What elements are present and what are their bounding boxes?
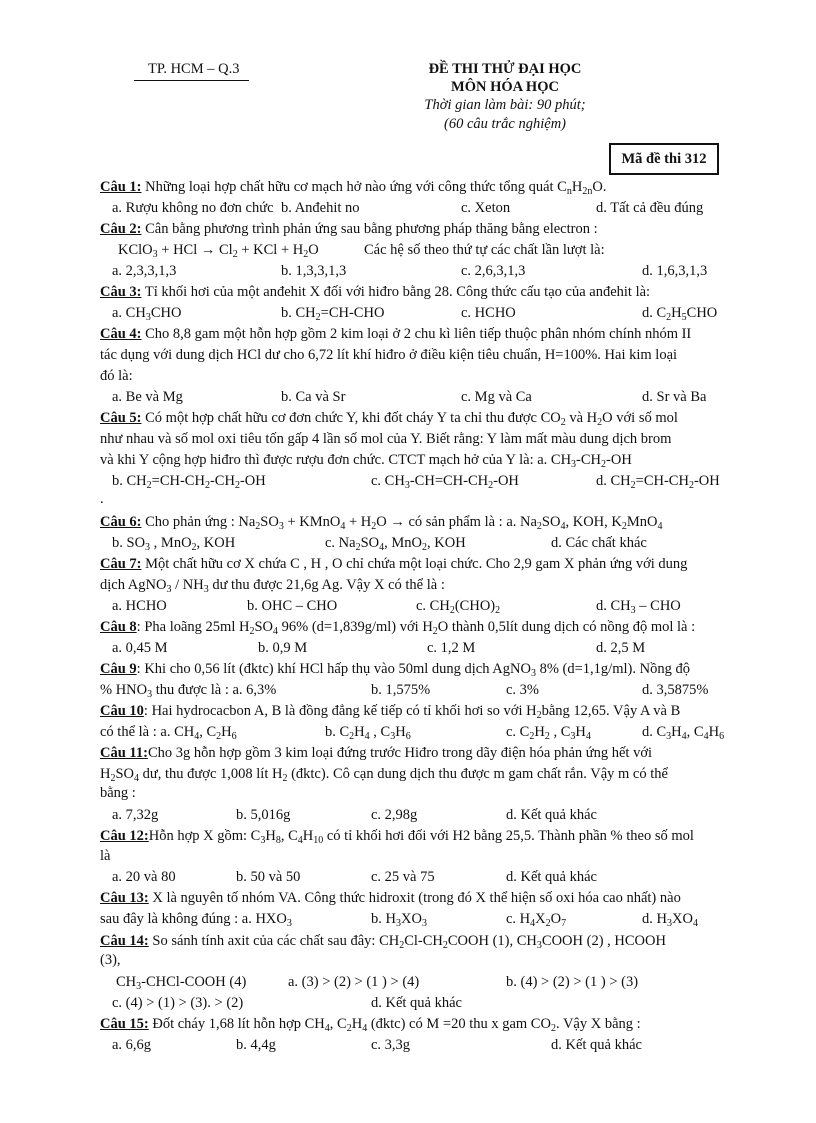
q1-option-a[interactable]: a. Rượu không no đơn chức [112, 200, 274, 216]
subject-title: MÔN HÓA HỌC [451, 79, 559, 95]
q15-option-a[interactable]: a. 6,6g [112, 1037, 152, 1053]
q12-stem-line1: Câu 12:Hỗn hợp X gồm: $C_3H_8$, $C_4H_{10}$ có tỉ khối hơi đối với H2 bằng 25,5. Thành phần % theo số mol [100, 828, 694, 846]
q2-stem: Câu 2: Cân bằng phương trình phản ứng sau bằng phương pháp thăng bằng electron : [100, 221, 598, 237]
q13-stem-line2: sau đây là không đúng : a. $HXO_3$ [100, 911, 292, 929]
q5-trailing-dot: . [100, 491, 104, 507]
q13-option-c[interactable]: c. $H_4X_2O_7$ [506, 911, 567, 929]
q6-label: Câu 6: [100, 514, 142, 530]
q4-option-c[interactable]: c. Mg và Ca [461, 389, 532, 405]
q5-label: Câu 5: [100, 410, 142, 426]
q14-option-c[interactable]: c. (4) > (1) > (3). > (2) [112, 995, 244, 1011]
exam-code-box [609, 143, 719, 175]
q3-option-a[interactable]: a. $CH_3CHO$ [112, 305, 182, 323]
q12-option-d[interactable]: d. Kết quả khác [506, 869, 597, 885]
exam-title: ĐỀ THI THỬ ĐẠI HỌC [428, 61, 582, 77]
q1-stem: Câu 1: Những loại hợp chất hữu cơ mạch hở nào ứng với công thức tổng quát $C_nH_{2n}O$. [100, 179, 607, 197]
q11-stem-line3: bằng : [100, 785, 136, 801]
q9-option-d[interactable]: d. 3,5875% [642, 682, 709, 698]
q11-option-d[interactable]: d. Kết quả khác [506, 807, 597, 823]
q9-stem-line2: % $HNO_3$ thu được là : a. 6,3% [100, 682, 277, 700]
q2-label: Câu 2: [100, 221, 142, 237]
q10-option-b[interactable]: b. $C_2H_4$ , $C_3H_6$ [325, 724, 411, 742]
q5-option-d[interactable]: d. $CH_2=CH-CH_2-OH$ [596, 473, 720, 491]
q13-stem-line1: Câu 13: X là nguyên tố nhóm VA. Công thức hidroxit (trong đó X thể hiện số oxi hóa cao nhất) nào [100, 890, 681, 906]
q4-option-d[interactable]: d. Sr và Ba [642, 389, 707, 405]
q6-option-d[interactable]: d. Các chất khác [551, 535, 647, 551]
q15-option-d[interactable]: d. Kết quả khác [551, 1037, 642, 1053]
q15-option-c[interactable]: c. 3,3g [371, 1037, 411, 1053]
exam-code: Mã đề thi 312 [621, 150, 707, 167]
q10-label: Câu 10 [100, 703, 144, 719]
q15-option-b[interactable]: b. 4,4g [236, 1037, 276, 1053]
q10-stem-line1: Câu 10: Hai hydrocacbon A, B là đồng đẳng kế tiếp có tỉ khối hơi so với $H_2bằng$ 12,65. Vậy A và B [100, 703, 681, 721]
q7-label: Câu 7: [100, 556, 142, 572]
q14-label: Câu 14: [100, 933, 149, 949]
q14-stem-line3: $CH_3-CHCl$-COOH (4) [116, 974, 247, 992]
q4-option-b[interactable]: b. Ca và Sr [281, 389, 346, 405]
q8-option-a[interactable]: a. 0,45 M [112, 640, 168, 656]
q8-option-d[interactable]: d. 2,5 M [596, 640, 646, 656]
q5-option-b[interactable]: b. $CH_2=CH-CH_2-CH_2-OH$ [112, 473, 266, 491]
q6-stem: Câu 6: Cho phản ứng : $Na_2SO_3$ + KMnO$_4$ + $H_2O$ → có sản phẩm là : a. $Na_2SO_4$, KOH, $K_2MnO_4$ [100, 514, 663, 532]
q1-label: Câu 1: [100, 179, 142, 195]
q12-stem-line2: là [100, 848, 111, 864]
q3-stem: Câu 3: Tỉ khối hơi của một anđehit X đối với hiđro bằng 28. Công thức cấu tạo của anđehit là: [100, 284, 651, 300]
q3-label: Câu 3: [100, 284, 142, 300]
q13-option-b[interactable]: b. $H_3XO_3$ [371, 911, 427, 929]
q5-option-c[interactable]: c. $CH_3-CH=CH-CH_2-OH$ [371, 473, 519, 491]
q7-option-d[interactable]: d. $CH_3$ – CHO [596, 598, 681, 616]
q2-option-b[interactable]: b. 1,3,3,1,3 [281, 263, 347, 279]
q5-stem-line1: Câu 5: Có một hợp chất hữu cơ đơn chức Y, khi đốt cháy Y ta chỉ thu được $CO_2$ và $H_2O$ với số mol [100, 410, 678, 428]
q8-label: Câu 8 [100, 619, 137, 635]
q14-option-b[interactable]: b. (4) > (2) > (1 ) > (3) [506, 974, 639, 990]
time-limit: Thời gian làm bài: 90 phút; [424, 97, 586, 113]
q4-label: Câu 4: [100, 326, 142, 342]
q7-option-c[interactable]: c. $CH_2(CHO)_2$ [416, 598, 501, 616]
q1-option-c[interactable]: c. Xeton [461, 200, 511, 216]
q8-option-c[interactable]: c. 1,2 M [427, 640, 476, 656]
q14-option-a[interactable]: a. (3) > (2) > (1 ) > (4) [288, 974, 420, 990]
q12-option-a[interactable]: a. 20 và 80 [112, 869, 176, 885]
q5-stem-line3: và khi Y cộng hợp hiđro thì được rượu đơn chức. CTCT mạch hở của Y là: a. $CH_3-CH_2-OH$ [100, 452, 632, 470]
q4-stem-line1: Câu 4: Cho 8,8 gam một hỗn hợp gồm 2 kim loại ở 2 chu kì liên tiếp thuộc phân nhóm chính nhóm II [100, 326, 692, 342]
q3-option-c[interactable]: c. HCHO [461, 305, 516, 321]
q12-label: Câu 12: [100, 828, 149, 844]
q10-option-d[interactable]: d. $C_3H_4$, $C_4H_6$ [642, 724, 725, 742]
q2-option-d[interactable]: d. 1,6,3,1,3 [642, 263, 708, 279]
q1-option-d[interactable]: d. Tất cả đều đúng [596, 200, 704, 216]
q15-label: Câu 15: [100, 1016, 149, 1032]
q12-option-b[interactable]: b. 50 và 50 [236, 869, 301, 885]
q9-option-b[interactable]: b. 1,575% [371, 682, 431, 698]
q8-stem: Câu 8: Pha loãng 25ml $H_2SO_4$ 96% (d=1,839g/ml) với $H_2O$ thành 0,5lít dung dịch có nồng độ mol là : [100, 619, 696, 637]
q2-option-a[interactable]: a. 2,3,3,1,3 [112, 263, 177, 279]
q11-option-c[interactable]: c. 2,98g [371, 807, 418, 823]
q4-stem-line3: đó là: [100, 368, 133, 384]
q13-option-d[interactable]: d. $H_3XO_4$ [642, 911, 698, 929]
q14-stem-line2: (3), [100, 952, 121, 968]
q7-stem-line2: dịch AgNO$_3$ / $NH_3$ dư thu được 21,6g Ag. Vậy X có thể là : [100, 577, 445, 595]
q13-label: Câu 13: [100, 890, 149, 906]
q11-label: Câu 11: [100, 745, 148, 761]
q4-option-a[interactable]: a. Be và Mg [112, 389, 183, 405]
q2-equation-note: Các hệ số theo thứ tự các chất lần lượt là: [364, 242, 605, 258]
q10-option-c[interactable]: c. $C_2H_2$ , $C_3H_4$ [506, 724, 591, 742]
header-location: TP. HCM – Q.3 [148, 61, 240, 77]
q14-option-d[interactable]: d. Kết quả khác [371, 995, 462, 1011]
q15-stem: Câu 15: Đốt cháy 1,68 lít hỗn hợp $CH_4$, $C_2H_4$ (đktc) có M =20 thu x gam $CO_2$. Vậy X bằng : [100, 1016, 641, 1034]
q14-stem-line1: Câu 14: So sánh tính axit của các chất sau đây: $CH_2Cl-CH_2COOH$ (1), $CH_3COOH$ (2) , HCOOH [100, 933, 666, 951]
q4-stem-line2: tác dụng với dung dịch HCl dư cho 6,72 lít khí hiđro ở điều kiện tiêu chuẩn, H=100%. Hai kim loại [100, 347, 678, 363]
q2-option-c[interactable]: c. 2,6,3,1,3 [461, 263, 526, 279]
q9-label: Câu 9 [100, 661, 137, 677]
q6-option-c[interactable]: c. $Na_2SO_4$, MnO$_2$, KOH [325, 535, 466, 553]
q7-option-a[interactable]: a. HCHO [112, 598, 167, 614]
q10-stem-line2: có thể là : a. $CH_4$, $C_2H_6$ [100, 724, 237, 742]
q6-option-b[interactable]: b. $SO_3$ , MnO$_2$, KOH [112, 535, 236, 553]
q5-stem-line2: như nhau và số mol oxi tiêu tốn gấp 4 lần số mol của Y. Biết rằng: Y làm mất màu dung dịch brom [100, 431, 672, 447]
q7-option-b[interactable]: b. OHC – CHO [247, 598, 338, 614]
q3-option-d[interactable]: d. $C_2H_5CHO$ [642, 305, 718, 323]
q12-option-c[interactable]: c. 25 và 75 [371, 869, 435, 885]
q7-stem-line1: Câu 7: Một chất hữu cơ X chứa C , H , O chỉ chứa một loại chức. Cho 2,9 gam X phản ứng với dung [100, 556, 688, 572]
q1-option-b[interactable]: b. Anđehit no [281, 200, 360, 216]
q9-option-c[interactable]: c. 3% [506, 682, 540, 698]
q11-option-b[interactable]: b. 5,016g [236, 807, 291, 823]
q8-option-b[interactable]: b. 0,9 M [258, 640, 308, 656]
q2-equation: KClO$_3$ + HCl → $Cl_2$ + KCl + $H_2O$ [118, 242, 319, 260]
q11-option-a[interactable]: a. 7,32g [112, 807, 159, 823]
q9-stem-line1: Câu 9: Khi cho 0,56 lít (đktc) khí HCl hấp thụ vào 50ml dung dịch AgNO$_3$ 8% (d=1,1g/ml). Nồng độ [100, 661, 690, 679]
q11-stem-line1: Câu 11:Cho 3g hỗn hợp gồm 3 kim loại đứng trước Hiđro trong dãy điện hóa phản ứng hết với [100, 745, 653, 761]
q11-stem-line2: $H_2SO_4$ dư, thu được 1,008 lít $H_2$ (đktc). Cô cạn dung dịch thu được m gam chất rắn. Vậy m có thể [100, 766, 668, 784]
header-location-underline [134, 80, 249, 81]
q3-option-b[interactable]: b. $CH_2=CH$-CHO [281, 305, 385, 323]
question-count: (60 câu trắc nghiệm) [443, 116, 566, 132]
